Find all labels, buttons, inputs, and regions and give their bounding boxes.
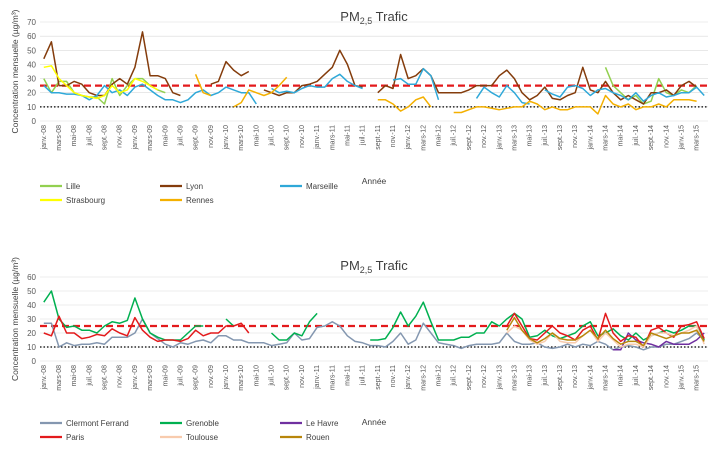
chart-title — [340, 258, 408, 275]
x-tick-label: juil.-09 — [177, 125, 185, 146]
legend-label-toulouse: Toulouse — [186, 433, 219, 442]
x-tick-label: janv.-13 — [496, 365, 504, 390]
x-tick-label: mai-08 — [71, 125, 79, 147]
chart-panel-1 — [0, 0, 719, 215]
x-tick-label: mai-13 — [526, 365, 534, 387]
x-tick-label: mai-09 — [162, 125, 170, 147]
x-tick-label: mai-13 — [526, 125, 534, 147]
chart-title-subscript: 2,5 — [359, 16, 373, 26]
x-tick-label: mars-09 — [147, 125, 155, 151]
chart-title-main: PM — [340, 9, 360, 24]
x-tick-label: nov.-13 — [572, 125, 580, 148]
x-tick-label: janv.-11 — [314, 125, 322, 149]
x-tick-label: juil.-14 — [632, 125, 640, 146]
y-axis-label: Concentration mensuelle (µg/m³) — [10, 9, 20, 134]
y-tick-label: 60 — [27, 32, 36, 42]
x-tick-label: janv.-11 — [314, 365, 322, 389]
legend-label-le-havre: Le Havre — [306, 419, 339, 428]
x-tick-label: mai-11 — [344, 125, 352, 146]
legend-label-lyon: Lyon — [186, 182, 204, 191]
x-tick-label: sept.-14 — [648, 365, 656, 391]
x-tick-label: janv.-14 — [587, 125, 595, 150]
x-tick-label: mai-10 — [253, 125, 261, 147]
x-tick-label: mars-08 — [55, 365, 63, 391]
y-tick-label: 50 — [27, 287, 36, 296]
x-tick-label: janv.-15 — [678, 125, 686, 150]
x-tick-label: sept.-09 — [192, 365, 200, 391]
legend-label-marseille: Marseille — [306, 182, 339, 191]
x-axis-label: Année — [361, 176, 387, 186]
x-tick-label: janv.-08 — [40, 365, 48, 390]
x-tick-label: nov.-13 — [572, 365, 580, 388]
chart-title-main: PM — [340, 258, 360, 273]
y-tick-label: 70 — [27, 18, 36, 27]
x-tick-label: janv.-08 — [40, 125, 48, 150]
legend-label-rouen: Rouen — [306, 433, 330, 442]
x-tick-label: mai-09 — [162, 365, 170, 387]
x-tick-label: mars-15 — [693, 125, 701, 151]
x-tick-label: janv.-12 — [405, 125, 413, 150]
x-axis-label: Année — [361, 417, 387, 427]
x-tick-label: mai-12 — [435, 365, 443, 387]
x-tick-label: mars-13 — [511, 125, 519, 151]
x-tick-label: nov.-12 — [481, 125, 489, 148]
x-tick-label: mars-09 — [147, 365, 155, 391]
x-tick-label: janv.-09 — [131, 365, 139, 390]
x-tick-label: sept.-09 — [192, 125, 200, 151]
series-line-lyon — [44, 32, 697, 104]
x-tick-label: sept.-14 — [648, 125, 656, 151]
x-tick-label: mars-14 — [602, 125, 610, 151]
legend-label-clermont-ferrand: Clermont Ferrand — [66, 419, 129, 428]
chart-title-tail: Trafic — [372, 9, 408, 24]
chart-1-svg — [0, 0, 719, 215]
x-tick-label: janv.-13 — [496, 125, 504, 150]
y-tick-label: 60 — [27, 273, 36, 282]
x-tick-label: janv.-15 — [678, 365, 686, 390]
x-tick-label: mars-08 — [55, 125, 63, 151]
x-tick-label: mars-10 — [238, 365, 246, 391]
x-tick-label: nov.-11 — [389, 125, 397, 148]
x-tick-label: nov.-09 — [207, 365, 215, 388]
legend-label-rennes: Rennes — [186, 196, 214, 205]
x-tick-label: nov.-10 — [298, 365, 306, 388]
x-tick-label: sept.-13 — [556, 125, 564, 151]
x-tick-label: nov.-12 — [481, 365, 489, 388]
y-tick-label: 0 — [31, 357, 36, 366]
x-tick-label: juil.-11 — [359, 365, 367, 386]
x-tick-label: nov.-14 — [663, 365, 671, 388]
x-tick-label: mars-15 — [693, 365, 701, 391]
x-tick-label: juil.-10 — [268, 125, 276, 146]
x-tick-label: nov.-08 — [116, 365, 124, 388]
x-tick-label: mars-13 — [511, 365, 519, 391]
x-tick-label: sept.-12 — [465, 125, 473, 151]
x-tick-label: juil.-14 — [632, 365, 640, 386]
x-tick-label: mai-10 — [253, 365, 261, 387]
legend-label-grenoble: Grenoble — [186, 419, 219, 428]
series-line-rouen — [507, 318, 704, 346]
x-tick-label: mars-12 — [420, 365, 428, 391]
x-tick-label: sept.-10 — [283, 125, 291, 151]
y-tick-label: 20 — [27, 329, 36, 338]
x-tick-label: sept.-12 — [465, 365, 473, 391]
x-tick-label: mars-14 — [602, 365, 610, 391]
y-tick-label: 20 — [27, 88, 36, 98]
y-tick-label: 30 — [27, 315, 36, 324]
x-tick-label: nov.-08 — [116, 125, 124, 148]
x-tick-label: janv.-14 — [587, 365, 595, 390]
x-tick-label: juil.-08 — [86, 365, 94, 386]
x-tick-label: sept.-08 — [101, 125, 109, 151]
chart-panel-2 — [0, 255, 719, 455]
chart-2-svg — [0, 255, 719, 455]
x-tick-label: janv.-10 — [222, 125, 230, 150]
x-tick-label: mars-11 — [329, 365, 337, 391]
x-tick-label: juil.-09 — [177, 365, 185, 386]
x-tick-label: juil.-12 — [450, 125, 458, 146]
x-tick-label: mars-10 — [238, 125, 246, 151]
y-tick-label: 50 — [27, 46, 36, 56]
y-tick-label: 10 — [27, 343, 36, 352]
chart-title-subscript: 2,5 — [359, 265, 373, 275]
x-tick-label: juil.-13 — [541, 125, 549, 146]
y-tick-label: 0 — [31, 117, 36, 126]
x-tick-label: mai-08 — [71, 365, 79, 387]
x-tick-label: janv.-09 — [131, 125, 139, 150]
x-tick-label: sept.-13 — [556, 365, 564, 391]
x-tick-label: nov.-10 — [298, 125, 306, 148]
x-tick-label: mai-11 — [344, 365, 352, 386]
y-tick-label: 30 — [27, 74, 36, 84]
x-tick-label: sept.-11 — [374, 365, 382, 390]
x-tick-label: mai-14 — [617, 365, 625, 387]
x-tick-label: mai-12 — [435, 125, 443, 147]
y-tick-label: 40 — [27, 60, 36, 70]
legend-label-strasbourg: Strasbourg — [66, 196, 106, 205]
x-tick-label: juil.-12 — [450, 365, 458, 386]
legend-label-lille: Lille — [66, 182, 81, 191]
x-tick-label: juil.-11 — [359, 125, 367, 146]
x-tick-label: juil.-10 — [268, 365, 276, 386]
chart-title — [340, 9, 408, 26]
x-tick-label: sept.-08 — [101, 365, 109, 391]
x-tick-label: janv.-10 — [222, 365, 230, 390]
x-tick-label: mars-11 — [329, 125, 337, 151]
y-tick-label: 40 — [27, 301, 36, 310]
x-tick-label: sept.-11 — [374, 125, 382, 150]
x-tick-label: nov.-09 — [207, 125, 215, 148]
y-axis-label: Concentration mensuelle (µg/m³) — [10, 257, 20, 381]
x-tick-label: janv.-12 — [405, 365, 413, 390]
legend-label-paris: Paris — [66, 433, 85, 442]
x-tick-label: mars-12 — [420, 125, 428, 151]
x-tick-label: nov.-11 — [389, 365, 397, 388]
x-tick-label: sept.-10 — [283, 365, 291, 391]
x-tick-label: juil.-13 — [541, 365, 549, 386]
y-tick-label: 10 — [27, 102, 36, 112]
chart-title-tail: Trafic — [372, 258, 408, 273]
x-tick-label: nov.-14 — [663, 125, 671, 148]
x-tick-label: mai-14 — [617, 125, 625, 147]
x-tick-label: juil.-08 — [86, 125, 94, 146]
